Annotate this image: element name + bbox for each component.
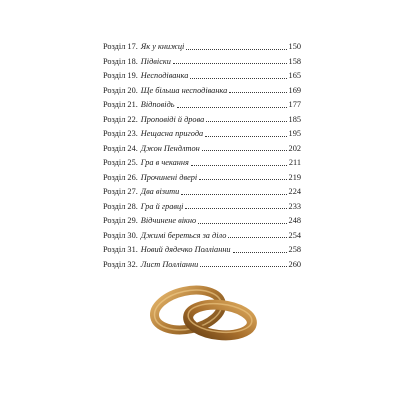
dot-leader bbox=[173, 63, 287, 64]
page-number: 248 bbox=[288, 216, 301, 225]
toc-entry bbox=[103, 214, 301, 229]
chapter-title: Проповіді й дрова bbox=[140, 114, 205, 124]
page-number: 211 bbox=[288, 158, 301, 167]
dot-leader bbox=[185, 208, 286, 209]
dot-leader bbox=[206, 121, 286, 122]
wedding-rings-icon bbox=[148, 282, 260, 344]
page-number: 254 bbox=[288, 230, 301, 240]
dot-leader bbox=[190, 78, 286, 79]
dot-leader bbox=[191, 165, 287, 166]
dot-leader bbox=[229, 92, 286, 93]
dot-leader bbox=[181, 194, 286, 195]
chapter-title: Несподіванка bbox=[140, 71, 189, 80]
page-number: 260 bbox=[288, 259, 301, 269]
toc-entry bbox=[103, 55, 301, 70]
dot-leader bbox=[199, 179, 286, 180]
page-number: 224 bbox=[288, 187, 301, 196]
chapter-number: Розділ 23. bbox=[103, 129, 138, 138]
dot-leader bbox=[205, 136, 286, 137]
toc-entry bbox=[103, 243, 301, 258]
chapter-number: Розділ 17. bbox=[103, 42, 138, 51]
right-ring bbox=[187, 301, 254, 339]
dot-leader bbox=[198, 223, 286, 224]
chapter-number: Розділ 32. bbox=[103, 259, 138, 269]
chapter-title: Новий дядечко Полліанни bbox=[140, 245, 231, 254]
chapter-number: Розділ 22. bbox=[103, 114, 138, 124]
chapter-number: Розділ 26. bbox=[103, 172, 138, 182]
chapter-title: Як у книжці bbox=[140, 42, 185, 51]
page-number: 258 bbox=[288, 245, 301, 254]
chapter-title: Підвіски bbox=[140, 56, 171, 66]
page-number: 165 bbox=[288, 71, 301, 80]
page-number: 169 bbox=[288, 85, 301, 95]
chapter-title: Ще більша несподіванка bbox=[140, 85, 228, 95]
chapter-title: Джимі береться за діло bbox=[140, 230, 227, 240]
chapter-number: Розділ 25. bbox=[103, 158, 138, 167]
chapter-number: Розділ 27. bbox=[103, 187, 138, 196]
toc-entry bbox=[103, 127, 301, 142]
chapter-title: Відповідь bbox=[140, 100, 175, 109]
dot-leader bbox=[228, 237, 286, 238]
chapter-title: Лист Полліанни bbox=[140, 259, 199, 269]
chapter-number: Розділ 18. bbox=[103, 56, 138, 66]
toc-entry bbox=[103, 84, 301, 99]
chapter-title: Джон Пендлтон bbox=[140, 143, 200, 153]
dot-leader bbox=[200, 266, 286, 267]
table-of-contents bbox=[103, 40, 301, 272]
chapter-title: Прочинені двері bbox=[140, 172, 198, 182]
toc-entry bbox=[103, 200, 301, 215]
chapter-number: Розділ 28. bbox=[103, 201, 138, 211]
toc-entry bbox=[103, 229, 301, 244]
chapter-number: Розділ 19. bbox=[103, 71, 138, 80]
toc-entry bbox=[103, 258, 301, 273]
toc-entry bbox=[103, 98, 301, 113]
chapter-number: Розділ 21. bbox=[103, 100, 138, 109]
chapter-number: Розділ 30. bbox=[103, 230, 138, 240]
toc-entry bbox=[103, 171, 301, 186]
dot-leader bbox=[177, 107, 287, 108]
dot-leader bbox=[202, 150, 287, 151]
page-number: 150 bbox=[288, 42, 301, 51]
chapter-title: Гра й гравці bbox=[140, 201, 184, 211]
page-number: 202 bbox=[288, 143, 301, 153]
toc-entry bbox=[103, 40, 301, 55]
chapter-number: Розділ 31. bbox=[103, 245, 138, 254]
chapter-title: Гра в чекання bbox=[140, 158, 189, 167]
page-number: 233 bbox=[288, 201, 301, 211]
page-number: 185 bbox=[288, 114, 301, 124]
chapter-number: Розділ 20. bbox=[103, 85, 138, 95]
toc-entry bbox=[103, 113, 301, 128]
page-number: 177 bbox=[288, 100, 301, 109]
toc-entry bbox=[103, 185, 301, 200]
chapter-number: Розділ 29. bbox=[103, 216, 138, 225]
toc-entry bbox=[103, 69, 301, 84]
chapter-title: Відчинене вікно bbox=[140, 216, 197, 225]
dot-leader bbox=[186, 49, 286, 50]
toc-entry bbox=[103, 142, 301, 157]
dot-leader bbox=[233, 252, 287, 253]
chapter-number: Розділ 24. bbox=[103, 143, 138, 153]
page-number: 219 bbox=[288, 172, 301, 182]
page-number: 158 bbox=[288, 56, 301, 66]
toc-entry bbox=[103, 156, 301, 171]
page-number: 195 bbox=[288, 129, 301, 138]
chapter-title: Два візити bbox=[140, 187, 180, 196]
chapter-title: Нещасна пригода bbox=[140, 129, 204, 138]
